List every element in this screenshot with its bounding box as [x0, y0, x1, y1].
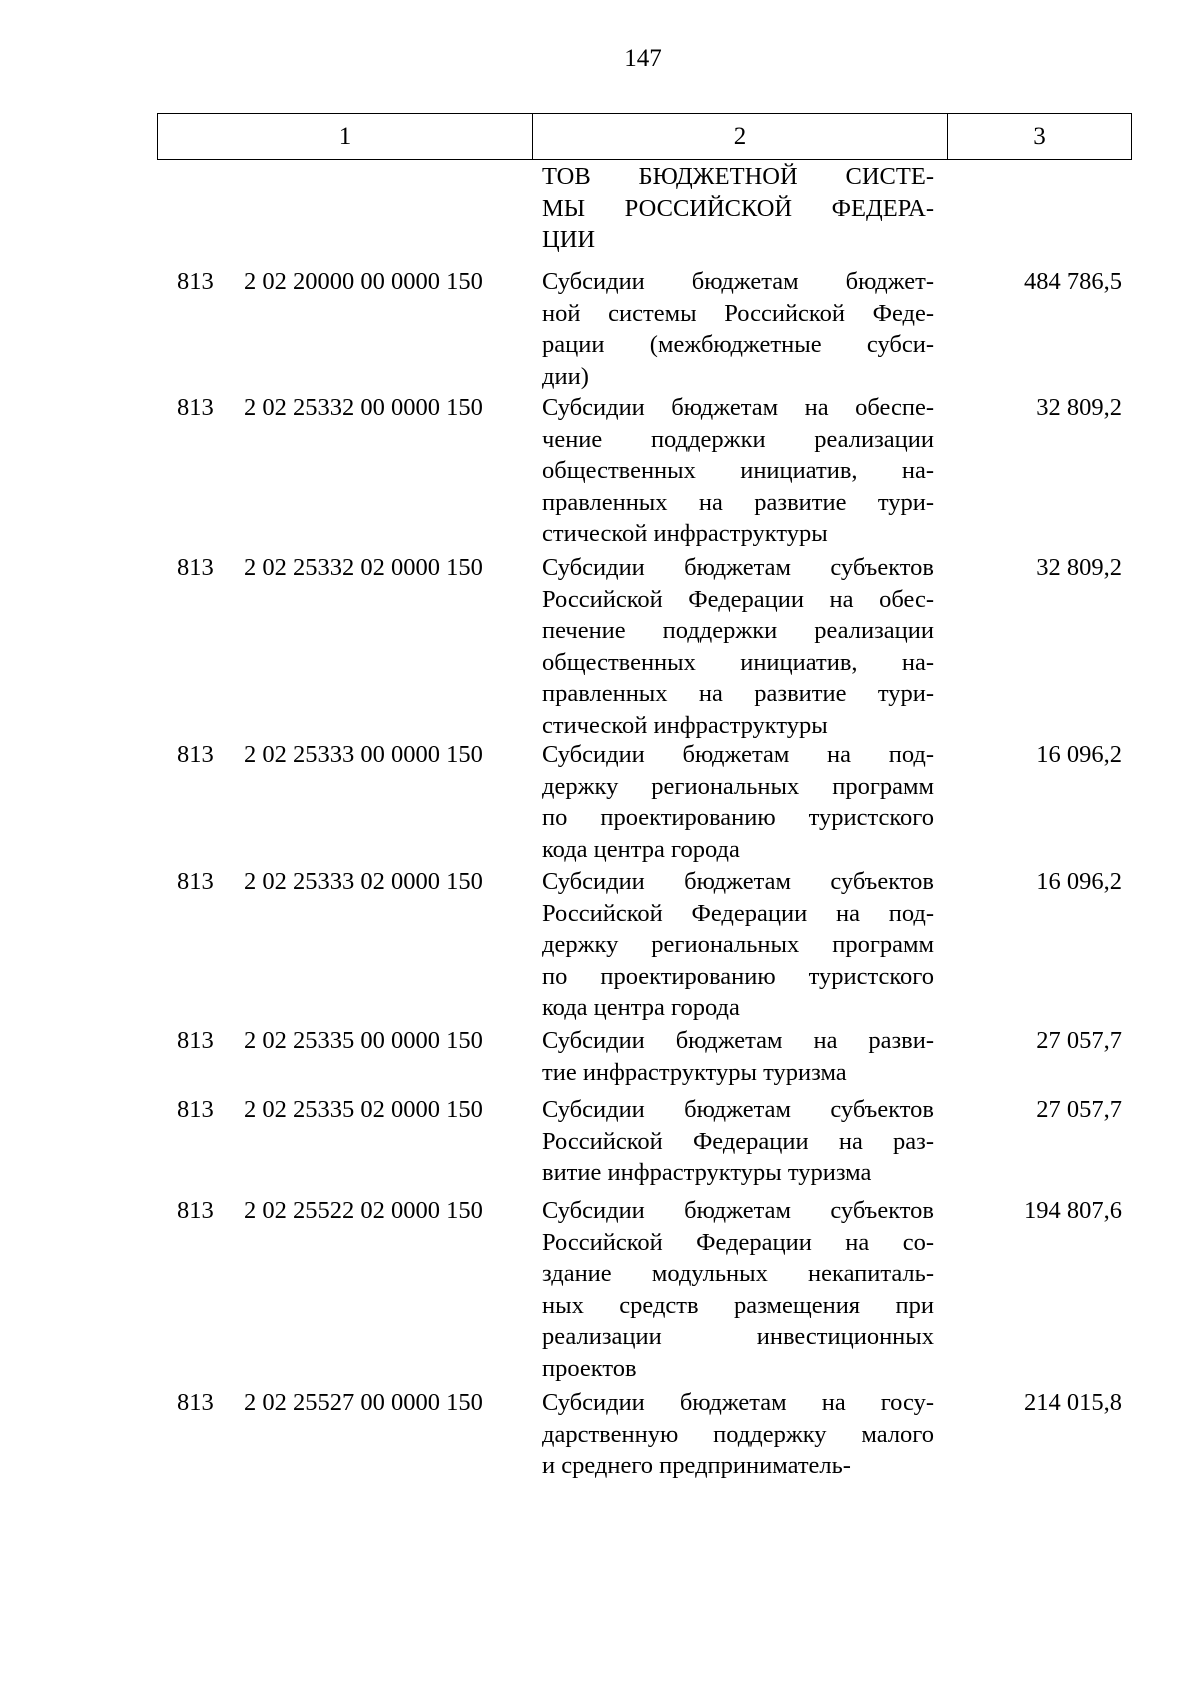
description-line: и среднего предприниматель- [542, 1452, 851, 1479]
description-line: Субсидии бюджетам на разви- [542, 1027, 934, 1054]
description-line: Субсидии бюджетам на обеспе- [542, 394, 934, 421]
description-cell [542, 552, 934, 741]
description-line: Российской Федерации на под- [542, 899, 934, 927]
description-line: Субсидии бюджетам на под- [542, 741, 934, 768]
description-line: здание модульных некапиталь- [542, 1260, 934, 1287]
description-line: кода центра города [542, 835, 740, 863]
description-line: общественных инициатив, на- [542, 457, 934, 484]
description-line: по проектированию туристского [542, 962, 934, 990]
table-header [157, 113, 1132, 160]
admin-code-cell: 813 [177, 1197, 214, 1224]
admin-code-cell: 813 [177, 1027, 214, 1054]
description-line: Российской Федерации на раз- [542, 1127, 934, 1155]
description-cell [542, 392, 934, 550]
description-line: держку региональных программ [542, 931, 934, 958]
admin-code-cell: 813 [177, 268, 214, 295]
description-line: ных средств размещения при [542, 1291, 934, 1319]
description-line: правленных на развитие тури- [542, 680, 934, 707]
description-line: стической инфраструктуры [542, 520, 828, 547]
admin-code-cell: 813 [177, 741, 214, 768]
description-line: ТОВ БЮДЖЕТНОЙ СИСТЕ- [542, 163, 934, 190]
budget-code-cell: 2 02 20000 00 0000 150 [244, 268, 483, 295]
header-col-3: 3 [947, 114, 1131, 159]
description-line: ной системы Российской Феде- [542, 299, 934, 327]
budget-code-cell: 2 02 25335 00 0000 150 [244, 1027, 483, 1054]
admin-code-cell: 813 [177, 554, 214, 581]
admin-code-cell: 813 [177, 868, 214, 895]
admin-code-cell: 813 [177, 1096, 214, 1123]
description-line: ЦИИ [542, 226, 596, 253]
budget-code-cell: 2 02 25333 02 0000 150 [244, 868, 483, 895]
budget-code-cell: 2 02 25332 00 0000 150 [244, 394, 483, 421]
budget-code-cell: 2 02 25335 02 0000 150 [244, 1096, 483, 1123]
description-line: печение поддержки реализации [542, 617, 934, 644]
description-line: дарственную поддержку малого [542, 1420, 934, 1448]
description-line: дии) [542, 362, 589, 390]
amount-cell: 32 809,2 [1036, 394, 1122, 421]
description-line: держку региональных программ [542, 772, 934, 800]
amount-cell: 16 096,2 [1036, 741, 1122, 768]
description-cell [542, 1025, 934, 1088]
description-line: правленных на развитие тури- [542, 488, 934, 516]
budget-code-cell: 2 02 25522 02 0000 150 [244, 1197, 483, 1224]
description-line: стической инфраструктуры [542, 711, 828, 739]
description-cell [542, 1195, 934, 1384]
description-line: проектов [542, 1354, 637, 1382]
amount-cell: 194 807,6 [1024, 1197, 1122, 1224]
description-line: Субсидии бюджетам субъектов [542, 554, 934, 581]
amount-cell: 484 786,5 [1024, 268, 1122, 295]
description-line: Субсидии бюджетам на госу- [542, 1389, 934, 1416]
budget-code-cell: 2 02 25333 00 0000 150 [244, 741, 483, 768]
description-line: чение поддержки реализации [542, 425, 934, 453]
description-line: витие инфраструктуры туризма [542, 1159, 872, 1186]
description-cell [542, 1094, 934, 1189]
description-line: МЫ РОССИЙСКОЙ ФЕДЕРА- [542, 194, 934, 222]
amount-cell: 16 096,2 [1036, 868, 1122, 895]
description-cell [542, 739, 934, 865]
amount-cell: 27 057,7 [1036, 1027, 1122, 1054]
description-line: Субсидии бюджетам субъектов [542, 1197, 934, 1224]
description-line: Субсидии бюджетам бюджет- [542, 268, 934, 295]
description-line: Субсидии бюджетам субъектов [542, 1096, 934, 1123]
description-line: реализации инвестиционных [542, 1323, 934, 1350]
description-cell [542, 266, 934, 392]
description-cell [542, 866, 934, 1024]
continued-description [542, 161, 934, 256]
header-col-1: 1 [338, 122, 352, 150]
description-line: кода центра города [542, 994, 740, 1021]
amount-cell: 27 057,7 [1036, 1096, 1122, 1123]
budget-code-cell: 2 02 25332 02 0000 150 [244, 554, 483, 581]
amount-cell: 214 015,8 [1024, 1389, 1122, 1416]
page-number: 147 [624, 45, 662, 72]
description-line: Российской Федерации на со- [542, 1228, 934, 1256]
admin-code-cell: 813 [177, 394, 214, 421]
description-line: общественных инициатив, на- [542, 648, 934, 676]
admin-code-cell: 813 [177, 1389, 214, 1416]
amount-cell: 32 809,2 [1036, 554, 1122, 581]
description-line: Российской Федерации на обес- [542, 585, 934, 613]
description-line: тие инфраструктуры туризма [542, 1058, 847, 1086]
description-line: рации (межбюджетные субси- [542, 331, 934, 358]
description-cell [542, 1387, 934, 1482]
description-line: по проектированию туристского [542, 804, 934, 831]
header-col-2: 2 [532, 114, 947, 159]
description-line: Субсидии бюджетам субъектов [542, 868, 934, 895]
budget-code-cell: 2 02 25527 00 0000 150 [244, 1389, 483, 1416]
